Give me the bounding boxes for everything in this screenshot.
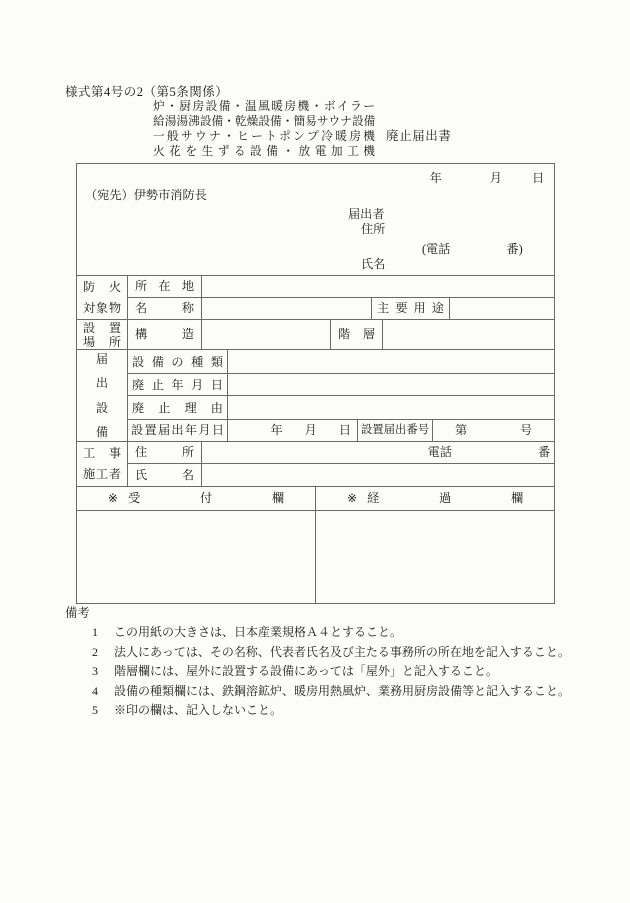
equipment-line: 給 湯 湯 沸 設 備 ・ 乾 燥 設 備 ・ 簡 易 サ ウ ナ 設 備 [153,114,376,128]
notes-section [65,604,570,720]
phone-close: 番) [506,242,523,256]
contractor-label-line1: 工 事 [83,446,121,460]
fire-object-address-value-cell [202,276,555,298]
fire-object-label-line1: 防 火 [83,279,121,294]
installation-place-label [77,320,128,350]
address-row-label: 所 在 地 [128,276,202,298]
reception-area-cell [77,511,316,604]
installation-place-label-line2: 場 所 [83,334,121,349]
number-suffix: 号 [519,423,533,438]
abolition-date-label: 廃 止 年 月 日 [128,374,228,396]
floor-value-cell [383,320,555,350]
notifier-name-label: 氏名 [361,257,386,271]
note-item: 3 階層欄には、屋外に設置する設備にあっては「屋外」と記入すること。 [92,664,498,679]
phone-open: (電話 [422,242,451,256]
document-title: 廃止届出書 [386,129,452,143]
note-item: 5 ※印の欄は、記入しないこと。 [92,703,283,718]
progress-mark: ※ [346,491,358,506]
main-use-label: 主 要 用 途 [372,298,450,320]
date-field [430,172,545,184]
inst-date-month-label: 月 [304,423,317,438]
inst-date-year-label: 年 [270,423,283,438]
contractor-name-value-cell [202,464,555,487]
abolition-reason-label: 廃 止 理 由 [128,396,228,419]
fire-object-label-line2: 対 象 物 [83,300,121,315]
equipment-kind-value-cell [228,350,555,374]
progress-area-cell [316,511,555,604]
notified-equipment-label: 届 出 設 備 [77,350,128,442]
equipment-line: 炉 ・ 厨 房 設 備 ・ 温 風 暖 房 機 ・ ボ イ ラ ー [153,99,375,113]
equipment-line: 一 般 サ ウ ナ ・ ヒ ー ト ポ ン プ 冷 暖 房 機 [153,129,375,143]
contractor-label-line2: 施 工 者 [83,467,121,481]
contractor-name-label: 氏 名 [128,464,202,487]
notifier-address-label: 住所 [361,222,386,236]
addressee: （宛先）伊勢市消防長 [85,188,207,202]
date-year-label: 年 [429,171,442,185]
abolition-reason-value-cell [228,396,555,419]
contractor-phone-label: 電話 [427,445,452,460]
header-box [77,164,555,276]
equipment-kind-label: 設 備 の 種 類 [128,350,228,374]
contractor-address-value-cell [202,442,555,464]
number-prefix: 第 [455,423,468,438]
reception-column-header: ※ 受 付 欄 [77,487,316,511]
installation-place-label-line1: 設 置 [83,320,121,335]
name-row-label: 名 称 [128,298,202,320]
floor-label: 階 層 [331,320,383,350]
structure-row-label: 構 造 [128,320,202,350]
main-use-value-cell [450,298,555,320]
date-day-label: 日 [531,171,545,185]
structure-value-cell [202,320,331,350]
installation-date-value-cell [228,419,358,441]
progress-column-header: ※ 経 過 欄 [316,487,555,511]
form-table [76,163,555,604]
installation-notification-date-label: 設 置 届 出 年 月 日 [128,419,228,441]
notifier-phone-field [422,243,523,255]
note-item: 1 この用紙の大きさは、日本産業規格Ａ４とすること。 [92,625,403,640]
form-number: 様式第4号の2（第5条関係） [65,85,229,99]
reception-mark: ※ [107,491,119,506]
notifier-label: 届出者 [348,207,385,221]
installation-number-label: 設置届出番号 [358,419,433,441]
inst-date-day-label: 日 [338,423,351,438]
date-month-label: 月 [489,171,502,185]
contractor-label [77,442,128,487]
note-item: 2 法人にあっては、その名称、代表者氏名及び主たる事務所の所在地を記入すること。 [92,644,570,659]
fire-object-name-value-cell [202,298,372,320]
abolition-date-value-cell [228,374,555,396]
installation-number-value-cell [433,419,555,441]
fire-object-label [77,276,128,320]
note-item: 4 設備の種類欄には、鉄鋼溶鉱炉、暖房用熱風炉、業務用厨房設備等と記入すること。 [92,683,571,698]
contractor-address-label: 住 所 [128,442,202,464]
equipment-line: 火 花 を 生 ず る 設 備 ・ 放 電 加 工 機 [153,145,375,159]
contractor-phone-suffix: 番 [537,445,551,460]
equipment-type-list [153,98,375,159]
notes-title: 備考 [65,606,90,620]
